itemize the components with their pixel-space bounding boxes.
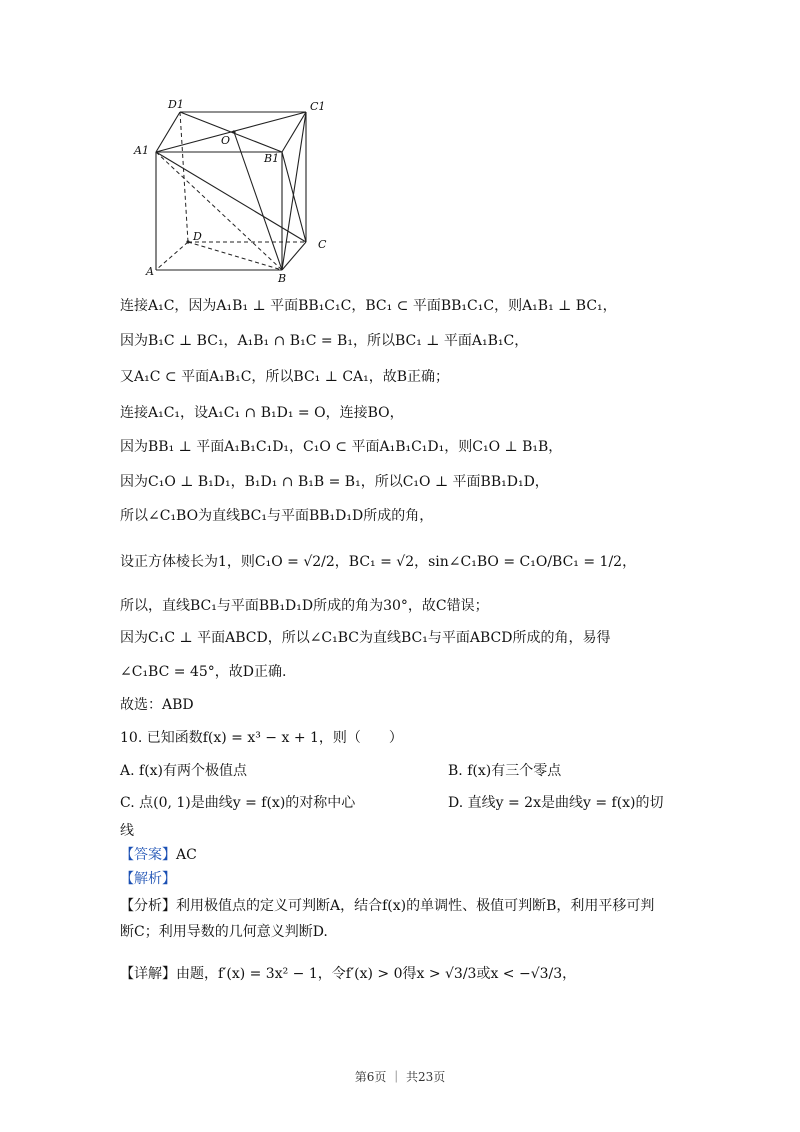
text-line-1: 连接A₁C，因为A₁B₁ ⊥ 平面BB₁C₁C，BC₁ ⊂ 平面BB₁C₁C，则A₁B₁ ⊥ BC₁， [120, 298, 617, 314]
label-a1: A1 [134, 144, 149, 157]
analysis-tag: 【解析】 [120, 871, 176, 887]
page-footer: 第6页 ｜ 共23页 [354, 1070, 446, 1084]
option-c: C. 点(0, 1)是曲线y = f(x)的对称中心 [120, 795, 356, 811]
label-c: C [318, 238, 327, 251]
option-a: A. f(x)有两个极值点 [120, 763, 248, 779]
fenxi-tag: 【分析】 [120, 898, 176, 914]
label-a: A [146, 265, 154, 278]
label-d1: D1 [168, 98, 184, 111]
label-d: D [193, 230, 202, 243]
text-line-6: 因为C₁O ⊥ B₁D₁，B₁D₁ ∩ B₁B = B₁，所以C₁O ⊥ 平面BB₁D₁D， [120, 474, 549, 490]
cube-figure [128, 92, 338, 284]
text-line-4: 连接A₁C₁，设A₁C₁ ∩ B₁D₁ = O，连接BO， [120, 405, 404, 421]
detail-tag: 【详解】 [120, 966, 176, 982]
text-line-10: 因为C₁C ⊥ 平面ABCD，所以∠C₁BC为直线BC₁与平面ABCD所成的角，易得 [120, 630, 611, 646]
text-line-7: 所以∠C₁BO为直线BC₁与平面BB₁D₁D所成的角， [120, 508, 434, 524]
label-b: B [278, 272, 287, 284]
answer-text: AC [176, 847, 197, 863]
text-line-11: ∠C₁BC = 45°，故D正确. [120, 664, 287, 680]
detail-text: 由题，f′(x) = 3x² − 1，令f′(x) > 0得x > √3/3或x < −√3/3， [176, 966, 577, 982]
text-line-9: 所以，直线BC₁与平面BB₁D₁D所成的角为30°，故C错误； [120, 598, 489, 614]
fenxi-line-1: 利用极值点的定义可判断A，结合f(x)的单调性、极值可判断B，利用平移可判 [176, 898, 655, 914]
label-o: O [221, 134, 231, 147]
label-c1: C1 [310, 100, 326, 113]
analysis-row [120, 869, 176, 889]
option-d: D. 直线y = 2x是曲线y = f(x)的切 [448, 795, 664, 811]
option-b: B. f(x)有三个零点 [448, 763, 562, 779]
detail-row [120, 964, 576, 984]
fenxi-line-2: 断C；利用导数的几何意义判断D. [120, 924, 328, 940]
text-line-5: 因为BB₁ ⊥ 平面A₁B₁C₁D₁，C₁O ⊂ 平面A₁B₁C₁D₁，则C₁O ⊥ B₁B， [120, 439, 563, 455]
answer-tag: 【答案】 [120, 847, 176, 863]
answer-row [120, 845, 197, 865]
label-b1: B1 [264, 152, 280, 165]
option-d-continued: 线 [120, 823, 134, 839]
text-line-2: 因为B₁C ⊥ BC₁，A₁B₁ ∩ B₁C = B₁，所以BC₁ ⊥ 平面A₁B₁C， [120, 333, 529, 349]
text-line-3: 又A₁C ⊂ 平面A₁B₁C，所以BC₁ ⊥ CA₁，故B正确； [120, 369, 450, 385]
text-line-12: 故选：ABD [120, 697, 194, 713]
text-line-8: 设正方体棱长为1，则C₁O = √2/2，BC₁ = √2，sin∠C₁BO = C₁O/BC₁ = 1/2， [120, 554, 637, 570]
fenxi-row-1 [120, 896, 654, 916]
question-10: 10. 已知函数f(x) = x³ − x + 1，则（ ） [120, 730, 403, 746]
